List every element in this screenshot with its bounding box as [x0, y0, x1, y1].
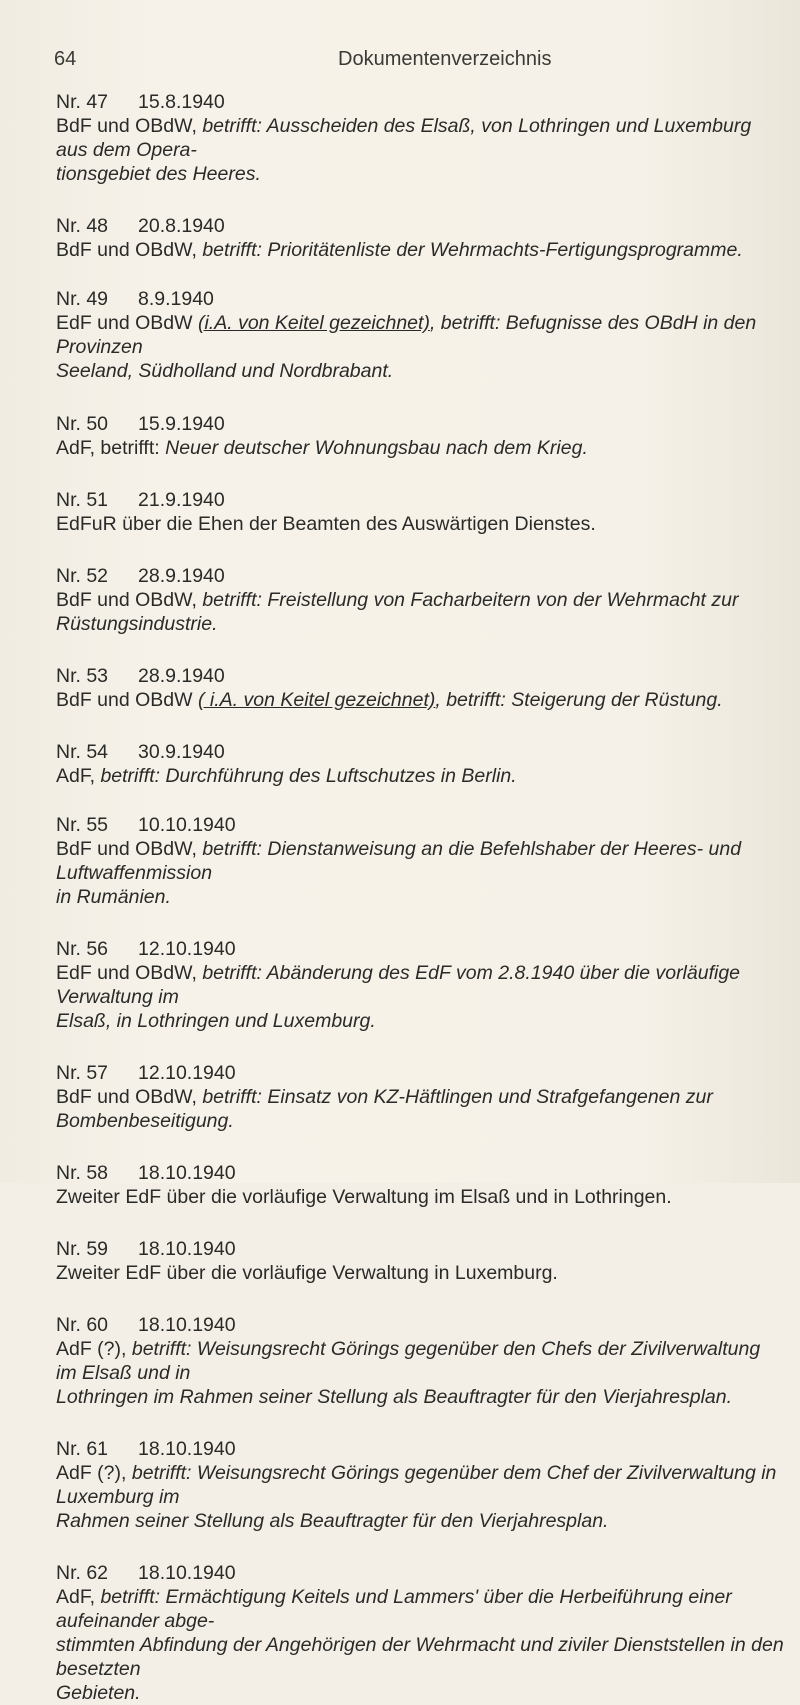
- entry-number: Nr. 54: [56, 741, 109, 763]
- document-entry: [56, 937, 786, 1033]
- entry-subject-cont: tionsgebiet des Heeres.: [56, 163, 261, 185]
- entry-heading: [56, 488, 786, 512]
- entry-connector: betrifft:: [202, 115, 267, 137]
- document-entry: [56, 1061, 786, 1133]
- entry-subject-cont: Lothringen im Rahmen seiner Stellung als Beauftragter für den Vierjahresplan.: [56, 1386, 733, 1408]
- page-number: 64: [54, 48, 77, 70]
- entry-subject-cont: Rahmen seiner Stellung als Beauftragter für den Vierjahresplan.: [56, 1510, 609, 1532]
- entry-heading: [56, 214, 786, 238]
- entry-description: [56, 688, 786, 712]
- entry-subject: Steigerung der Rüstung.: [511, 689, 723, 711]
- entry-issuer: EdF und OBdW,: [56, 962, 203, 984]
- document-entry: [56, 740, 786, 788]
- document-list: [56, 90, 786, 1705]
- entry-issuer: AdF,: [56, 765, 101, 787]
- entry-issuer: Zweiter EdF über die vorläufige Verwaltung in Luxemburg.: [56, 1262, 558, 1284]
- entry-number: Nr. 53: [56, 665, 109, 687]
- entry-description: [56, 1461, 786, 1533]
- entry-signature-note: (i.A. von Keitel gezeichnet): [197, 312, 430, 334]
- entry-heading: [56, 1437, 786, 1461]
- entry-description: [56, 436, 786, 460]
- running-title: Dokumentenverzeichnis: [338, 48, 552, 70]
- entry-connector: betrifft:: [131, 1338, 197, 1360]
- document-entry: [56, 488, 786, 536]
- entry-connector: , betrifft:: [429, 312, 506, 334]
- entry-number: Nr. 59: [56, 1238, 109, 1260]
- entry-date: 18.10.1940: [138, 1314, 236, 1336]
- entry-signature-note: ( i.A. von Keitel gezeichnet): [197, 689, 436, 711]
- entry-description: [56, 1585, 786, 1705]
- entry-connector: betrifft:: [202, 589, 268, 611]
- entry-issuer: BdF und OBdW,: [56, 589, 203, 611]
- entry-heading: [56, 287, 786, 311]
- entry-connector: betrifft:: [202, 838, 268, 860]
- entry-subject-cont: Gebieten.: [56, 1682, 141, 1704]
- entry-heading: [56, 664, 786, 688]
- entry-number: Nr. 47: [56, 91, 109, 113]
- entry-number: Nr. 56: [56, 938, 109, 960]
- entry-subject-cont: stimmten Abfindung der Angehörigen der Wehrmacht und ziviler Dienststellen in den besetzten: [56, 1634, 784, 1680]
- entry-issuer: BdF und OBdW,: [56, 1086, 203, 1108]
- document-entry: [56, 564, 786, 636]
- entry-issuer: BdF und OBdW,: [56, 115, 203, 137]
- entry-date: 18.10.1940: [138, 1438, 236, 1460]
- entry-connector: betrifft:: [131, 1462, 197, 1484]
- entry-subject-cont: Seeland, Südholland und Nordbrabant.: [56, 360, 394, 382]
- entry-date: 18.10.1940: [138, 1162, 236, 1184]
- document-entry: [56, 1161, 786, 1209]
- entry-subject: Dienstanweisung an die Befehlshaber der Heeres- und Luftwaffenmission: [56, 838, 742, 884]
- entry-heading: [56, 90, 786, 114]
- entry-heading: [56, 740, 786, 764]
- document-entry: [56, 287, 786, 383]
- entry-number: Nr. 49: [56, 288, 109, 310]
- entry-issuer: BdF und OBdW,: [56, 838, 203, 860]
- entry-connector: betrifft:: [100, 765, 166, 787]
- entry-subject-cont: in Rumänien.: [56, 886, 171, 908]
- entry-description: [56, 961, 786, 1033]
- entry-date: 15.9.1940: [138, 413, 225, 435]
- document-entry: [56, 664, 786, 712]
- entry-date: 20.8.1940: [138, 215, 225, 237]
- document-entry: [56, 412, 786, 460]
- page-header: [0, 48, 800, 76]
- document-entry: [56, 1237, 786, 1285]
- entry-heading: [56, 1237, 786, 1261]
- entry-issuer: AdF, betrifft:: [56, 437, 166, 459]
- entry-number: Nr. 58: [56, 1162, 109, 1184]
- document-entry: [56, 1313, 786, 1409]
- entry-date: 30.9.1940: [138, 741, 225, 763]
- entry-subject: Durchführung des Luftschutzes in Berlin.: [165, 765, 517, 787]
- entry-description: [56, 1337, 786, 1409]
- entry-heading: [56, 1313, 786, 1337]
- entry-connector: betrifft:: [202, 962, 267, 984]
- entry-connector: betrifft:: [202, 1086, 268, 1108]
- entry-subject: Ermächtigung Keitels und Lammers' über die Herbeiführung einer aufeinander abge-: [56, 1586, 732, 1632]
- entry-subject: Befugnisse des OBdH in den Provinzen: [56, 312, 757, 358]
- entry-issuer: AdF (?),: [56, 1462, 132, 1484]
- document-entry: [56, 90, 786, 186]
- entry-number: Nr. 62: [56, 1562, 109, 1584]
- entry-date: 18.10.1940: [138, 1562, 236, 1584]
- entry-subject: Weisungsrecht Görings gegenüber dem Chef der Zivilverwaltung in Luxemburg im: [56, 1462, 777, 1508]
- entry-subject: Neuer deutscher Wohnungsbau nach dem Krieg.: [165, 437, 588, 459]
- entry-number: Nr. 50: [56, 413, 109, 435]
- entry-description: [56, 588, 786, 636]
- entry-number: Nr. 61: [56, 1438, 109, 1460]
- entry-date: 28.9.1940: [138, 665, 225, 687]
- entry-issuer: AdF (?),: [56, 1338, 132, 1360]
- entry-issuer: EdFuR über die Ehen der Beamten des Auswärtigen Dienstes.: [56, 513, 596, 535]
- entry-connector: betrifft:: [202, 239, 268, 261]
- entry-subject: Abänderung des EdF vom 2.8.1940 über die vorläufige Verwaltung im: [56, 962, 741, 1008]
- entry-number: Nr. 48: [56, 215, 109, 237]
- entry-description: [56, 114, 786, 186]
- entry-issuer: BdF und OBdW,: [56, 239, 203, 261]
- entry-issuer: BdF und OBdW: [56, 689, 198, 711]
- entry-description: [56, 1185, 786, 1209]
- entry-heading: [56, 412, 786, 436]
- entry-issuer: EdF und OBdW: [56, 312, 198, 334]
- entry-heading: [56, 937, 786, 961]
- entry-description: [56, 1085, 786, 1133]
- entry-number: Nr. 60: [56, 1314, 109, 1336]
- entry-heading: [56, 1061, 786, 1085]
- entry-heading: [56, 1161, 786, 1185]
- entry-subject: Ausscheiden des Elsaß, von Lothringen und Luxemburg aus dem Opera-: [56, 115, 752, 161]
- entry-date: 12.10.1940: [138, 938, 236, 960]
- entry-subject: Freistellung von Facharbeitern von der Wehrmacht zur Rüstungsindustrie.: [56, 589, 739, 635]
- entry-number: Nr. 55: [56, 814, 109, 836]
- entry-subject-cont: Elsaß, in Lothringen und Luxemburg.: [56, 1010, 376, 1032]
- entry-subject: Einsatz von KZ-Häftlingen und Strafgefangenen zur Bombenbeseitigung.: [56, 1086, 713, 1132]
- document-entry: [56, 1561, 786, 1705]
- entry-date: 21.9.1940: [138, 489, 225, 511]
- document-entry: [56, 813, 786, 909]
- entry-issuer: Zweiter EdF über die vorläufige Verwaltung im Elsaß und in Lothringen.: [56, 1186, 672, 1208]
- entry-date: 18.10.1940: [138, 1238, 236, 1260]
- entry-connector: betrifft:: [100, 1586, 166, 1608]
- entry-description: [56, 1261, 786, 1285]
- entry-description: [56, 512, 786, 536]
- entry-heading: [56, 1561, 786, 1585]
- entry-date: 10.10.1940: [138, 814, 236, 836]
- entry-date: 15.8.1940: [138, 91, 225, 113]
- entry-number: Nr. 52: [56, 565, 109, 587]
- entry-number: Nr. 57: [56, 1062, 109, 1084]
- entry-heading: [56, 813, 786, 837]
- entry-connector: , betrifft:: [435, 689, 512, 711]
- entry-description: [56, 837, 786, 909]
- entry-issuer: AdF,: [56, 1586, 101, 1608]
- entry-subject: Weisungsrecht Görings gegenüber den Chefs der Zivilverwaltung im Elsaß und in: [56, 1338, 761, 1384]
- entry-description: [56, 311, 786, 383]
- entry-date: 8.9.1940: [138, 288, 214, 310]
- entry-description: [56, 764, 786, 788]
- entry-date: 28.9.1940: [138, 565, 225, 587]
- document-entry: [56, 1437, 786, 1533]
- entry-date: 12.10.1940: [138, 1062, 236, 1084]
- entry-description: [56, 238, 786, 262]
- entry-number: Nr. 51: [56, 489, 109, 511]
- document-entry: [56, 214, 786, 262]
- entry-heading: [56, 564, 786, 588]
- entry-subject: Prioritätenliste der Wehrmachts-Fertigungsprogramme.: [267, 239, 743, 261]
